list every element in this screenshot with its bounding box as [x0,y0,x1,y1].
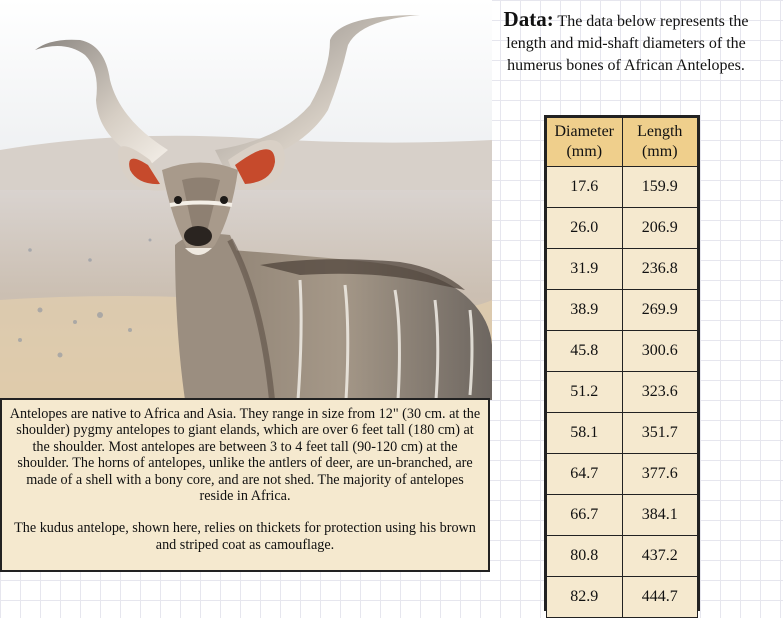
header-length: Length (mm) [622,118,698,167]
table-row [547,495,698,536]
table-row [547,454,698,495]
length-cell: 444.7 [622,577,698,618]
table-row [547,167,698,208]
table-row [547,208,698,249]
diameter-cell: 51.2 [547,372,623,413]
diameter-cell: 31.9 [547,249,623,290]
length-cell: 323.6 [622,372,698,413]
diameter-cell: 64.7 [547,454,623,495]
length-cell: 300.6 [622,331,698,372]
info-paragraph: Antelopes are native to Africa and Asia. They range in size from 12" (30 cm. at the shoulder) pygmy antelopes to giant elands, which are over 6 feet tall (180 cm) at the shoulder. Most antelopes are between 3 to 4 feet tall (90-120 cm) at the shoulder. The horns of antelopes, unlike the antlers of deer, are un-branched, are made of a shell with a bony core, and are not shed. The majority of antelopes reside in Africa. [9,406,481,505]
table-row [547,249,698,290]
length-cell: 236.8 [622,249,698,290]
length-cell: 351.7 [622,413,698,454]
humerus-data-table [544,115,700,611]
header-diameter: Diameter (mm) [547,118,623,167]
data-caption-lead: Data: [503,7,554,31]
length-cell: 206.9 [622,208,698,249]
kudu-antelope-photo [0,0,492,400]
length-cell: 269.9 [622,290,698,331]
length-cell: 437.2 [622,536,698,577]
diameter-cell: 26.0 [547,208,623,249]
diameter-cell: 38.9 [547,290,623,331]
data-caption [492,8,760,77]
table-row [547,536,698,577]
diameter-cell: 80.8 [547,536,623,577]
diameter-cell: 45.8 [547,331,623,372]
diameter-cell: 82.9 [547,577,623,618]
table-body [547,167,698,618]
antelope-info-box [0,398,490,572]
length-cell: 159.9 [622,167,698,208]
diameter-cell: 58.1 [547,413,623,454]
data-caption-text: The data below represents the length and mid-shaft diameters of the humerus bones of African Antelopes. [506,13,749,74]
table-row [547,290,698,331]
table-row [547,331,698,372]
length-cell: 384.1 [622,495,698,536]
table-row [547,413,698,454]
table-row [547,577,698,618]
diameter-cell: 17.6 [547,167,623,208]
table-header-row [547,118,698,167]
info-paragraph: The kudus antelope, shown here, relies on thickets for protection using his brown and striped coat as camouflage. [14,520,476,553]
table-row [547,372,698,413]
length-cell: 377.6 [622,454,698,495]
diameter-cell: 66.7 [547,495,623,536]
